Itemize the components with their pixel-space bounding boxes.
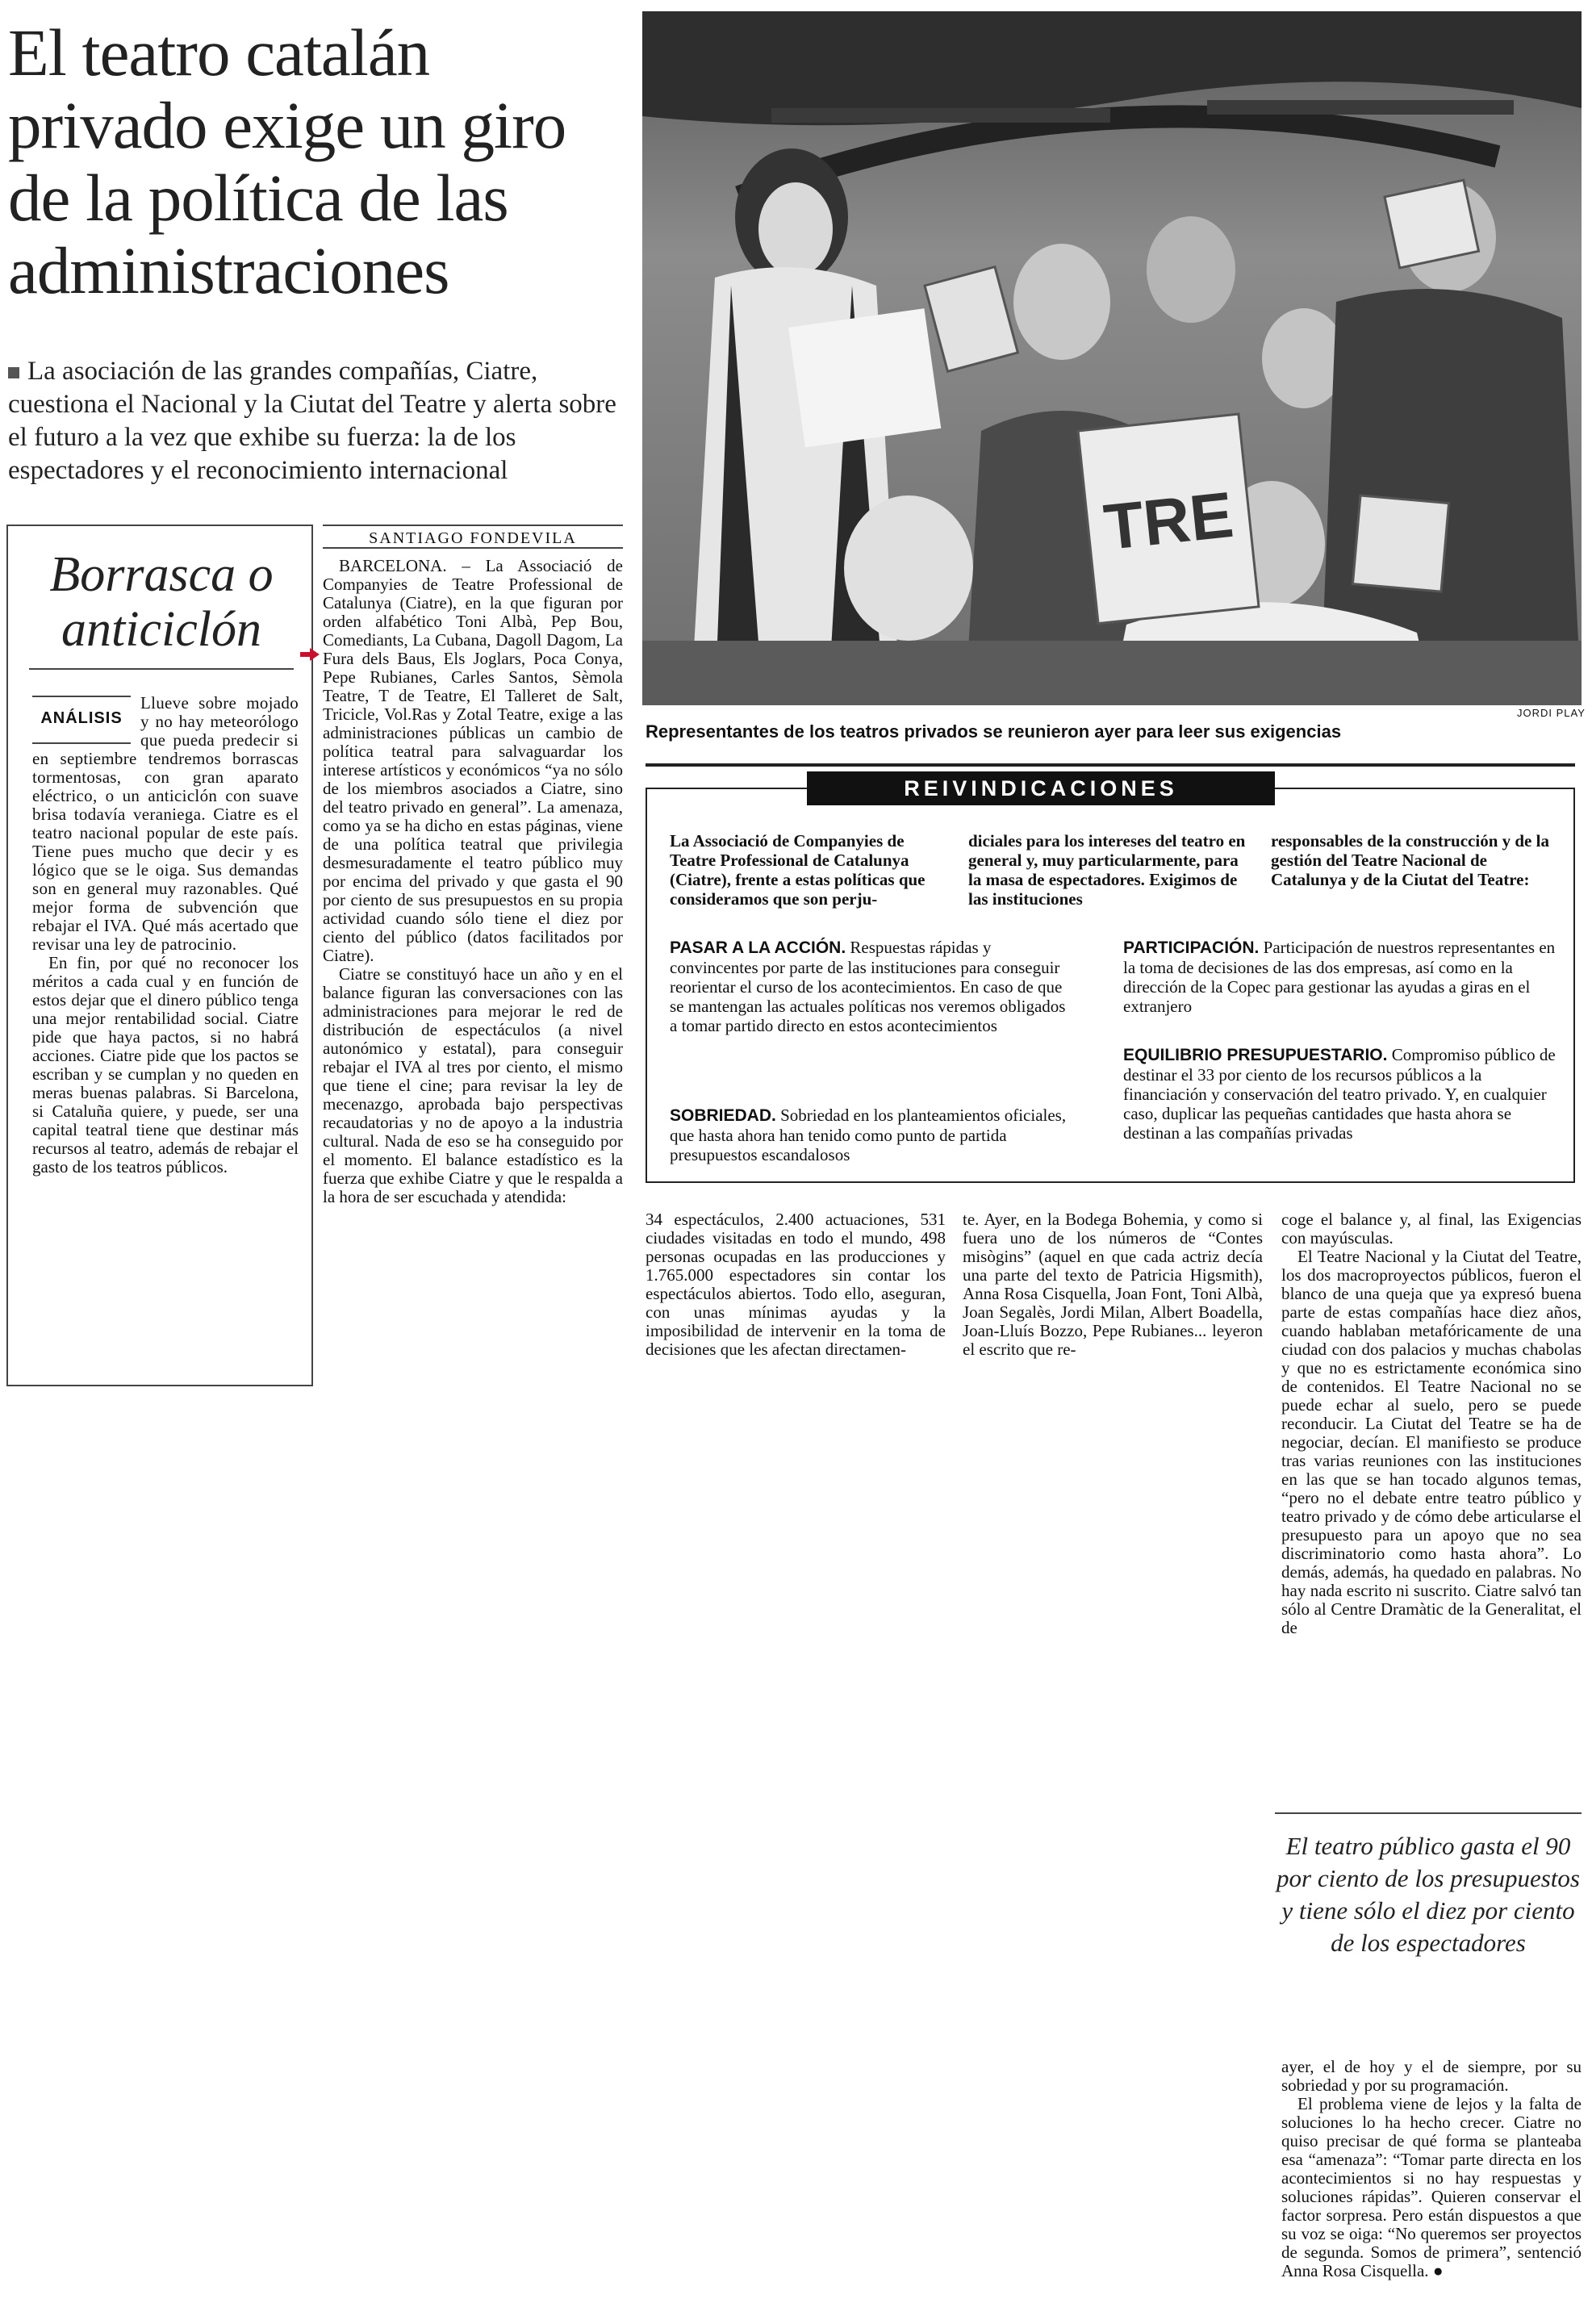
article-paragraph: te. Ayer, en la Bodega Bohemia, y como si fuera uno de los números de “Contes misògins” (aquel en que cada actriz decía una parte del texto de Patricia Higsmith), Anna Rosa Cisquella, Joan Font, Toni Albà, Joan Segalès, Jordi Milan, Albert Boadella, Joan-Lluís Bozzo, Pepe Rubianes... leyeron el escrito que re- xyxy=(963,1210,1263,1359)
reivindicaciones-banner: REIVINDICACIONES xyxy=(807,771,1275,805)
arrow-marker-icon xyxy=(300,648,320,661)
photo-credit: JORDI PLAY xyxy=(1517,707,1586,719)
demand-text: Sobriedad en los planteamientos oficiales, que hasta ahora han tenido como punto de partida presupuestos escandalosos xyxy=(670,1106,1067,1164)
demand-equilibrio-presupuestario xyxy=(1123,1045,1559,1143)
sign-text: TRE xyxy=(1101,478,1237,563)
article-column-2 xyxy=(646,1210,946,1359)
article-paragraph: 34 espectáculos, 2.400 actuaciones, 531 ciudades visitadas en todo el mundo, 498 personas ocupadas en las producciones y 1.765.000 espectadores sin contar los espectáculos abiertos. Todo ello, aseguran, con unas mínimas ayudas y la imposibilidad de intervenir en la toma de decisiones que les afectan directamen- xyxy=(646,1210,946,1359)
headline: El teatro catalán privado exige un giro de la política de las administraciones xyxy=(8,15,566,307)
demand-label: SOBRIEDAD. xyxy=(670,1106,776,1125)
article-paragraph: BARCELONA. – La Associació de Companyies de Teatre Professional de Catalunya (Ciatre), en la que figuran por orden alfabético Toni Albà, Pep Bou, Comediants, La Cubana, Dagoll Dagom, La Fura dels Baus, Els Joglars, Poca Conya, Pepe Rubianes, Carles Santos, Sèmola Teatre, T de Teatre, El Talleret de Salt, Tricicle, Vol.Ras y Zotal Teatre, exige a las administraciones públicas un cambio de política teatral para salvaguardar los interese artísticos y económicos “ya no sólo de los miembros asociados a Ciatre, sino del teatro privado en general”. La amenaza, como ya se ha dicho en estas páginas, viene de una política teatral que privilegia desmesuradamente el teatro público muy por encima del privado y que gasta el 90 por ciento de sus presupuestos en su propia actividad cuando sólo tiene el diez por ciento del público (datos facilitados por Ciatre). xyxy=(323,556,623,965)
sidebar-body xyxy=(32,694,299,1177)
sidebar-divider xyxy=(29,668,294,670)
bullet-square-icon xyxy=(8,367,19,378)
byline-divider xyxy=(323,547,623,549)
closing-paragraph: El problema viene de lejos y la falta de soluciones lo ha hecho crecer. Ciatre no quiso precisar de qué forma se planteaba esa “amenaza”: “Tomar parte directa en los acontecimientos si no hay respuestas y soluciones rápidas”. Quieren conservar el factor sorpresa. Pero están dispuestos a que su voz se oiga: “No queremos ser proyectos de segunda. Somos de primera”, sentenció Anna Rosa Cisquella. xyxy=(1281,2094,1582,2280)
demand-text: Respuestas rápidas y convincentes por parte de las instituciones para conseguir reorientar el curso de los acontecimientos. En caso de que se mantengan las actuales políticas nos veremos obligados a tomar partido directo en estos acontecimientos xyxy=(670,938,1066,1035)
end-mark-icon: ● xyxy=(1432,2261,1444,2280)
reivindicaciones-top-rule xyxy=(646,763,1575,767)
sidebar-paragraph: En fin, por qué no reconocer los méritos a cada cual y en función de estos dejar que el dinero público tenga una mejor rentabilidad social. Ciatre pide que haya pactos, si no habrá acciones. Ciatre pide que los pactos se escriban y se cumplan y no queden en meras buenas palabras. Si Barcelona, si Cataluña quiere, y puede, ser una capital teatral tiene que destinar más recursos al teatro, además de rebajar el gasto de los teatros públicos. xyxy=(32,953,299,1177)
pull-quote xyxy=(1275,1812,1582,2040)
demand-label: EQUILIBRIO PRESUPUESTARIO. xyxy=(1123,1046,1388,1064)
byline: SANTIAGO FONDEVILA xyxy=(323,525,623,548)
article-paragraph: El Teatre Nacional y la Ciutat del Teatre, los dos macroproyectos públicos, fueron el blanco de una queja que ya expresó buena parte de estas compañías hace diez años, cuando hablaban metafóricamente de una ciudad con dos palacios y muchas chabolas y que no es estrictamente económica sino de contenidos. El Teatre Nacional no se puede echar al suelo, pero se puede reconducir. La Ciutat del Teatre se ha de negociar, decían. El manifiesto se produce tras varias reuniones con las instituciones en las que se han tocado algunos temas, “pero no el debate entre teatro público y teatro privado y de cómo debe articularse el presupuesto para un apoyo que no sea discriminatorio como hasta ahora”. Lo demás, además, ha quedado en palabras. No hay nada escrito ni suscrito. Ciatre salvó tan sólo al Centre Dramàtic de la Generalitat, el de xyxy=(1281,1247,1582,1637)
demand-sobriedad xyxy=(670,1106,1073,1164)
reivindicaciones-intro-3: responsables de la construcción y de la gestión del Teatre Nacional de Catalunya y de la Ciutat del Teatre: xyxy=(1271,831,1549,889)
demand-text: Participación de nuestros representantes en la toma de decisiones de las dos empresas, así como en la dirección de la Copec para gestionar las ayudas a giras en el extranjero xyxy=(1123,938,1556,1016)
sidebar-paragraph: Llueve sobre mojado y no hay meteorólogo que pueda predecir si en septiembre tendremos borrascas tormentosas, con gran aparato eléctrico, o un anticiclón con suave brisa todavía veraniega. Ciatre es el teatro nacional popular de este país. Tiene pues mucho que decir y es lógico que se le oiga. Sus demandas son en general muy razonables. Qué mejor forma de subvención que rebajar el IVA. Qué más acertado que revisar una ley de patrocinio. xyxy=(32,693,299,954)
reivindicaciones-intro-2: diciales para los intereses del teatro en general y, muy particularmente, para la masa de espectadores. Exigimos de las instituciones xyxy=(968,831,1246,909)
analysis-label: ANÁLISIS xyxy=(32,696,131,744)
photo-illustration xyxy=(642,11,1582,705)
article-paragraph xyxy=(1281,2095,1582,2280)
demand-label: PASAR A LA ACCIÓN. xyxy=(670,938,846,957)
news-photo xyxy=(642,11,1582,705)
subheadline-text: La asociación de las grandes compañías, Ciatre, cuestiona el Nacional y la Ciutat del Teatre y alerta sobre el futuro a la vez que exhibe su fuerza: la de los espectadores y el reconocimiento internacional xyxy=(8,357,616,485)
demand-text: Compromiso público de destinar el 33 por ciento de los recursos públicos a la financiación y conservación del teatro privado. Y, en cualquier caso, duplicar las pequeñas cantidades que hasta ahora se destinan a las compañías privadas xyxy=(1123,1045,1556,1143)
photo-caption: Representantes de los teatros privados se reunieron ayer para leer sus exigencias xyxy=(646,721,1342,742)
subheadline xyxy=(8,355,629,487)
article-column-1 xyxy=(323,557,623,1206)
article-paragraph: ayer, el de hoy y el de siempre, por su sobriedad y por su programación. xyxy=(1281,2057,1582,2095)
article-column-4 xyxy=(1281,1210,1582,1637)
demand-participacion xyxy=(1123,938,1559,1016)
demand-label: PARTICIPACIÓN. xyxy=(1123,938,1260,957)
article-paragraph: Ciatre se constituyó hace un año y en el balance figuran las conversaciones con las administraciones para mejorar le red de distribución de espectáculos (a nivel autonómico y estatal), para conseguir rebajar el IVA al tres por ciento, el mismo que tiene el cine; para revisar la ley de mecenazgo, aprobada bajo perspectivas recaudatorias y no de apoyo a la industria cultural. Nada de eso se ha conseguido por el momento. El balance estadístico es la fuerza que exhibe Ciatre y que le respalda a la hora de ser escuchada y atendida: xyxy=(323,964,623,1206)
reivindicaciones-intro-1: La Associació de Companyies de Teatre Professional de Catalunya (Ciatre), frente a estas políticas que consideramos que son perju- xyxy=(670,831,926,909)
article-column-3 xyxy=(963,1210,1263,1359)
article-paragraph: coge el balance y, al final, las Exigencias con mayúsculas. xyxy=(1281,1210,1582,1248)
sidebar-title: Borrasca o anticiclón xyxy=(49,547,274,657)
demand-pasar-a-la-accion xyxy=(670,938,1073,1035)
pull-quote-text: El teatro público gasta el 90 por ciento de los presupuestos y tiene sólo el diez por ciento de los espectadores xyxy=(1277,1832,1580,1957)
analysis-sidebar xyxy=(6,525,313,1386)
article-column-4-end xyxy=(1281,2058,1582,2280)
